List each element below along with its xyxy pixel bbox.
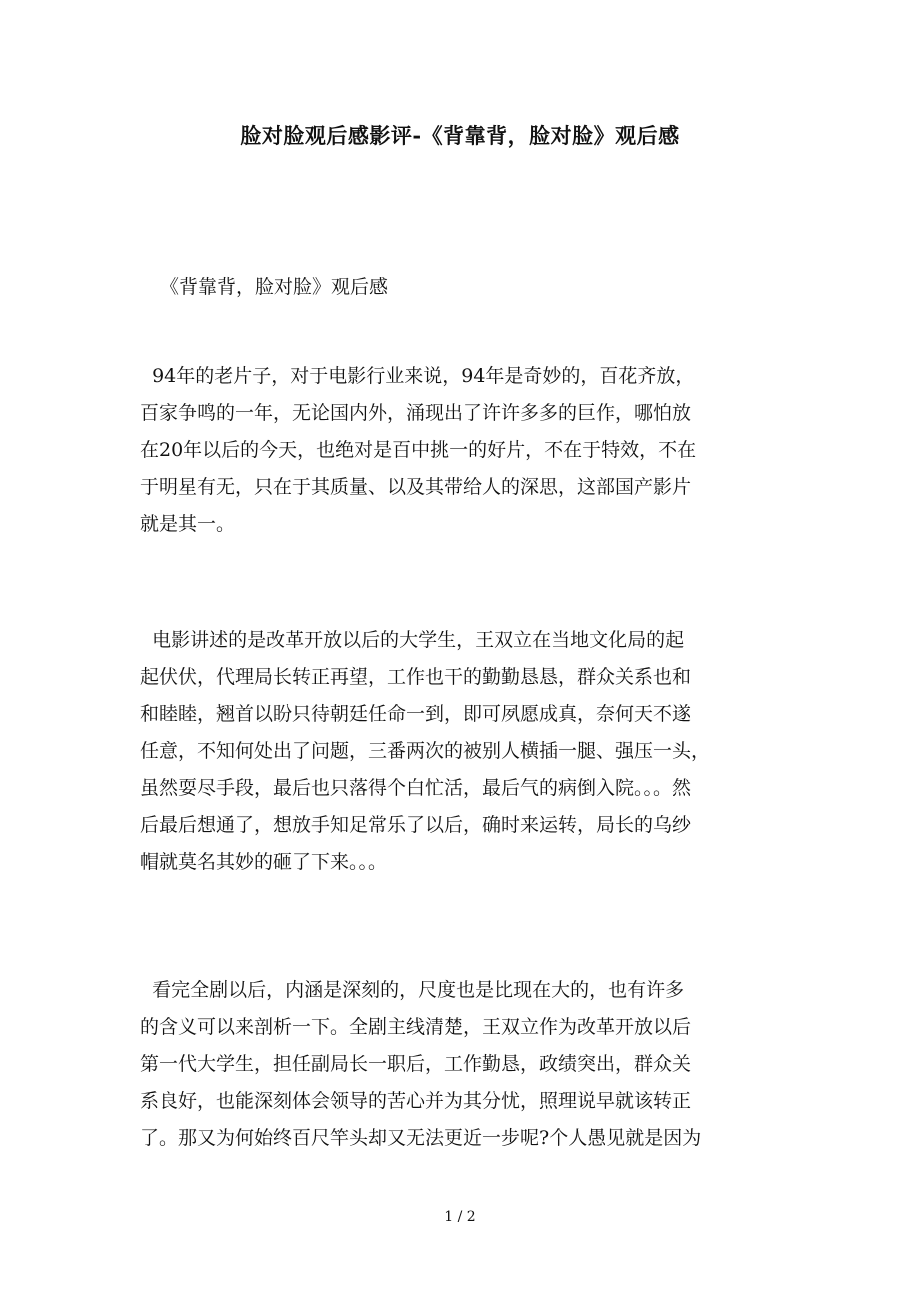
paragraph-line: 的含义可以来剖析一下。全剧主线清楚，王双立作为改革开放以后 bbox=[140, 1016, 692, 1038]
paragraph-2 bbox=[140, 622, 780, 881]
paragraph-line: 在20年以后的今天，也绝对是百中挑一的好片，不在于特效，不在 bbox=[140, 439, 697, 461]
paragraph-line: 第一代大学生，担任副局长一职后，工作勤恳，政绩突出，群众关 bbox=[140, 1053, 692, 1075]
paragraph-line: 任意，不知何处出了问题，三番两次的被别人横插一腿、强压一头， bbox=[140, 740, 711, 762]
document-title: 脸对脸观后感影评-《背靠背，脸对脸》观后感 bbox=[240, 123, 680, 148]
paragraph-line: 和睦睦，翘首以盼只待朝廷任命一到，即可夙愿成真，奈何天不遂 bbox=[140, 703, 692, 725]
paragraph-line: 起伏伏，代理局长转正再望，工作也干的勤勤恳恳，群众关系也和 bbox=[140, 666, 692, 688]
paragraph-line: 94年的老片子，对于电影行业来说，94年是奇妙的，百花齐放， bbox=[140, 365, 695, 387]
paragraph-line: 系良好，也能深刻体会领导的苦心并为其分忧，照理说早就该转正 bbox=[140, 1090, 692, 1112]
paragraph-line: 虽然耍尽手段，最后也只落得个白忙活，最后气的病倒入院。。。然 bbox=[140, 777, 692, 799]
paragraph-line: 看完全剧以后，内涵是深刻的，尺度也是比现在大的，也有许多 bbox=[140, 979, 685, 1001]
paragraph-line: 就是其一。 bbox=[140, 513, 236, 535]
paragraph-line: 后最后想通了，想放手知足常乐了以后，确时来运转，局长的乌纱 bbox=[140, 814, 692, 836]
paragraph-line: 了。那又为何始终百尺竿头却又无法更近一步呢?个人愚见就是因为 bbox=[140, 1127, 702, 1149]
paragraph-line: 百家争鸣的一年，无论国内外，涌现出了许许多多的巨作，哪怕放 bbox=[140, 402, 692, 424]
paragraph-line: 电影讲述的是改革开放以后的大学生，王双立在当地文化局的起 bbox=[140, 629, 685, 651]
paragraph-line: 帽就莫名其妙的砸了下来。。。 bbox=[140, 851, 388, 873]
paragraph-line: 于明星有无，只在于其质量、以及其带给人的深思，这部国产影片 bbox=[140, 476, 692, 498]
page-number: 1 / 2 bbox=[444, 1209, 476, 1225]
paragraph-1 bbox=[140, 358, 780, 543]
paragraph-3 bbox=[140, 972, 780, 1157]
section-subheading: 《背靠背，脸对脸》观后感 bbox=[160, 276, 389, 298]
